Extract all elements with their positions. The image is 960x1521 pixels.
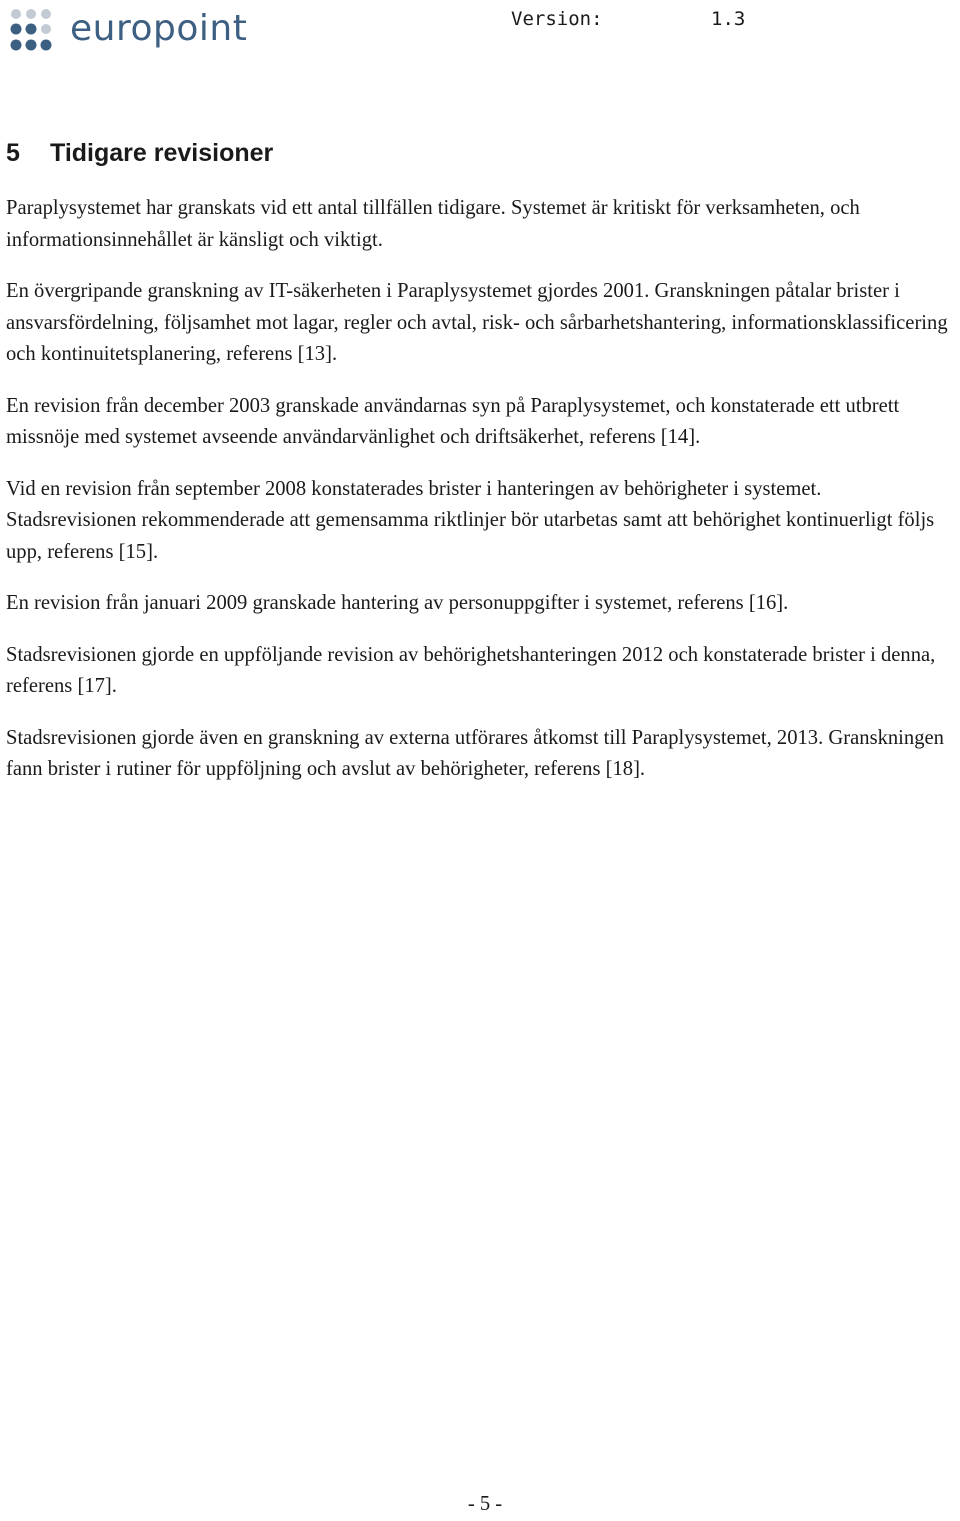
paragraph-2009-review: En revision från januari 2009 granskade hantering av personuppgifter i systemet, referens [16]. (6, 592, 789, 614)
section-number: 5 (6, 139, 20, 167)
dot-grid-logo-icon (4, 4, 64, 64)
paragraph-2013-review: Stadsrevisionen gjorde även en granskning av externa utförares åtkomst till Paraplysystemet, 2013. Granskningen fann brister i rutiner för uppföljning och avslut av behörigheter, referens [18]. (6, 726, 944, 780)
version-info (511, 8, 745, 30)
version-value: 1.3 (711, 8, 746, 30)
page-number: - 5 - (467, 1493, 503, 1515)
page-header (0, 0, 960, 70)
document-body (6, 136, 956, 806)
paragraph-intro: Paraplysystemet har granskats vid ett antal tillfällen tidigare. Systemet är kritiskt för verksamheten, och informationsinnehållet är känsligt och viktigt. (6, 197, 860, 251)
version-label: Version: (511, 8, 603, 30)
logo-wordmark: europoint (70, 8, 248, 49)
section-heading (6, 136, 956, 170)
europoint-logo (4, 4, 248, 64)
paragraph-2003-review: En revision från december 2003 granskade användarnas syn på Paraplysystemet, och konstaterade ett utbrett missnöje med systemet avseende användarvänlighet och driftsäkerhet, referens [14]. (6, 394, 900, 448)
paragraph-2008-review: Vid en revision från september 2008 konstaterades brister i hanteringen av behörigheter i systemet. Stadsrevisionen rekommenderade att gemensamma riktlinjer bör utarbetas samt att behörighet kontinuerligt följs upp, referens [15]. (6, 477, 935, 563)
section-title: Tidigare revisioner (50, 139, 274, 167)
paragraph-2012-review: Stadsrevisionen gjorde en uppföljande revision av behörighetshanteringen 2012 och konstaterade brister i denna, referens [17]. (6, 643, 936, 697)
paragraph-2001-review: En övergripande granskning av IT-säkerheten i Paraplysystemet gjordes 2001. Granskningen påtalar brister i ansvarsfördelning, följsamhet mot lagar, regler och avtal, risk- och sårbarhetshantering, informationsklassificering och kontinuitetsplanering, referens [13]. (6, 280, 948, 365)
